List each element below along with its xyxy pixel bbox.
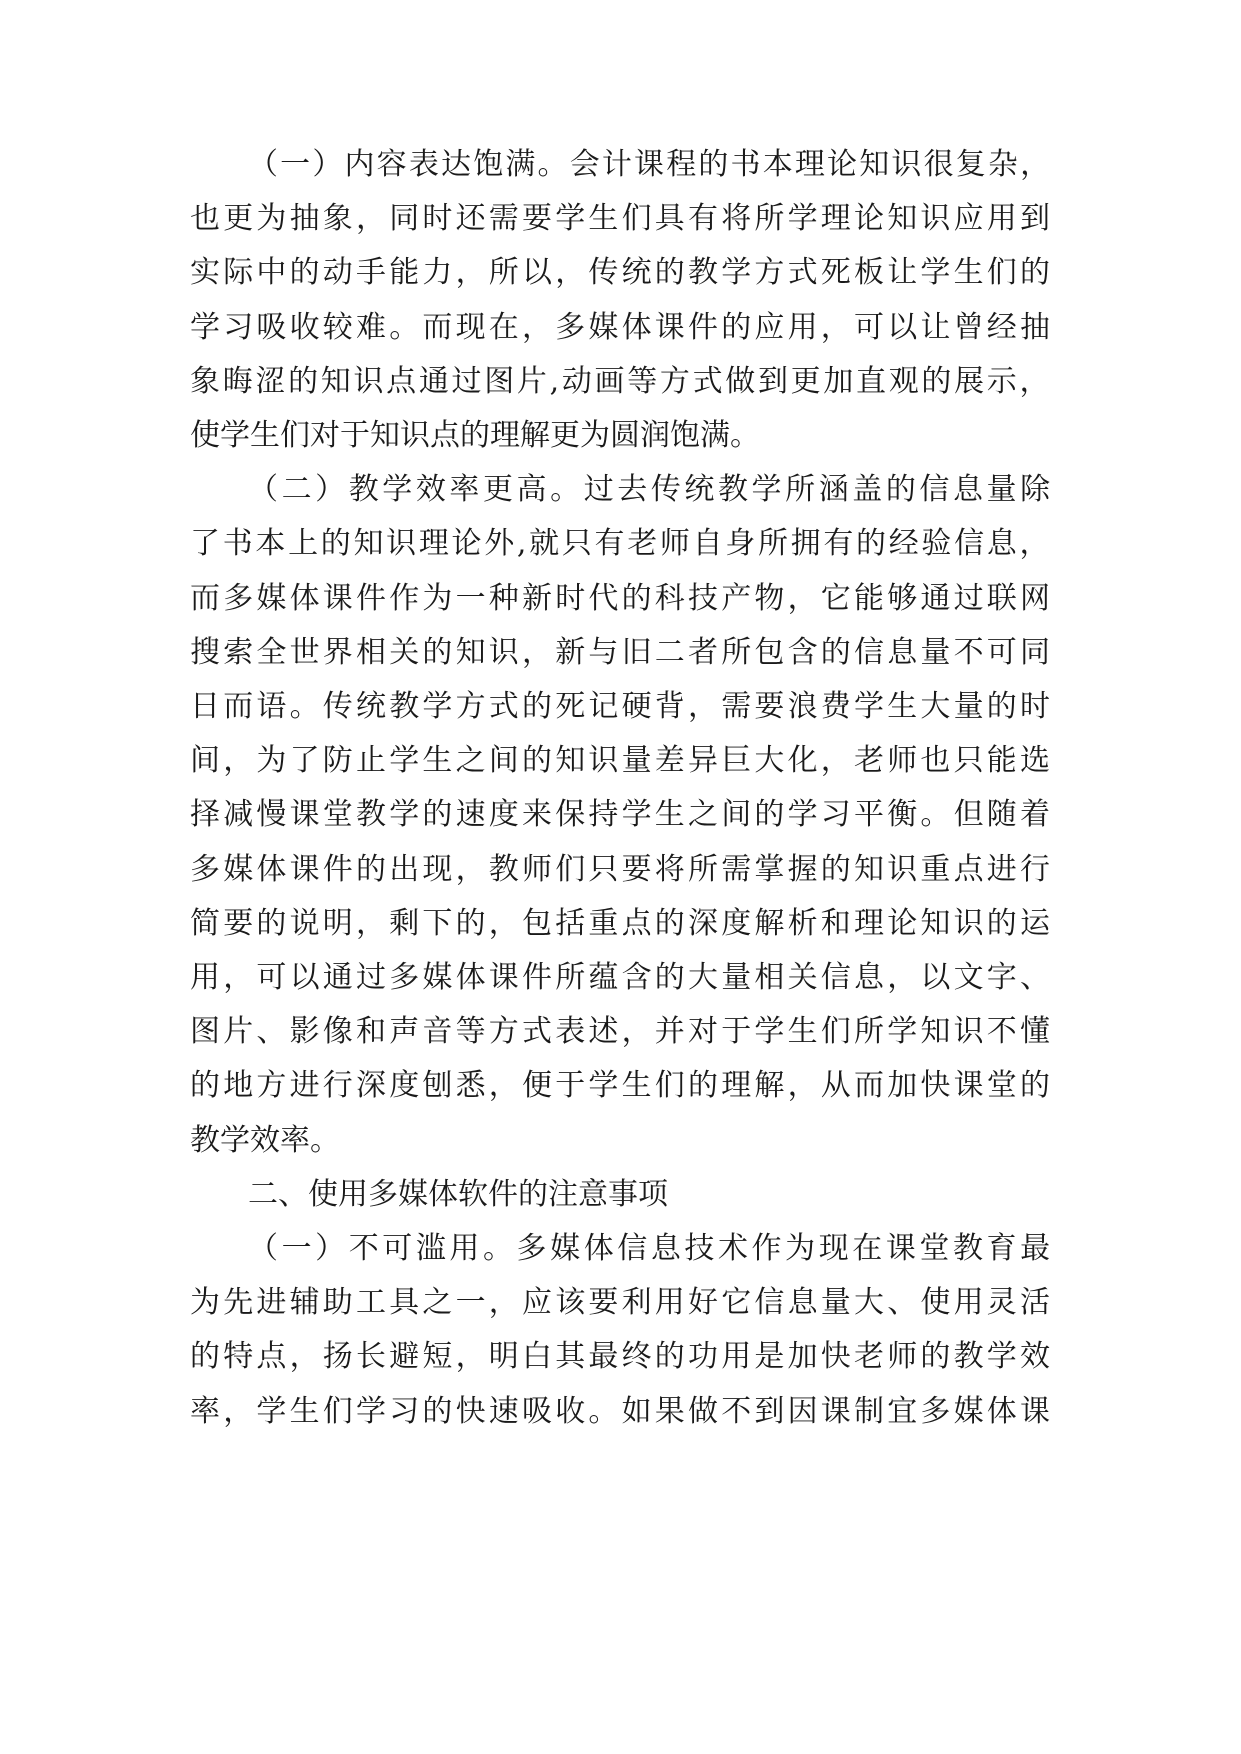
text-line: 象晦涩的知识点通过图片,动画等方式做到更加直观的展示，	[190, 363, 1053, 399]
text-line: （一）不可滥用。多媒体信息技术作为现在课堂教育最	[248, 1231, 1054, 1266]
text-line: 日而语。传统教学方式的死记硬背，需要浪费学生大量的时	[190, 689, 1054, 724]
text-line: 的地方进行深度刨悉，便于学生们的理解，从而加快课堂的	[190, 1068, 1054, 1104]
text-line: 使学生们对于知识点的理解更为圆润饱满。	[190, 418, 760, 453]
text-line: （二）教学效率更高。过去传统教学所涵盖的信息量除	[248, 472, 1054, 508]
text-line: 二、使用多媒体软件的注意事项	[248, 1176, 668, 1212]
text-line: 也更为抽象，同时还需要学生们具有将所学理论知识应用到	[190, 201, 1054, 237]
text-line: 为先进辅助工具之一，应该要利用好它信息量大、使用灵活	[190, 1285, 1054, 1321]
text-line: 图片、影像和声音等方式表述，并对于学生们所学知识不懂	[190, 1014, 1054, 1050]
text-line: 而多媒体课件作为一种新时代的科技产物，它能够通过联网	[190, 580, 1054, 616]
text-line: 实际中的动手能力，所以，传统的教学方式死板让学生们的	[190, 255, 1054, 291]
text-line: （一）内容表达饱满。会计课程的书本理论知识很复杂，	[248, 147, 1053, 182]
text-line: 简要的说明，剩下的，包括重点的深度解析和理论知识的运	[190, 905, 1054, 941]
text-line: 搜索全世界相关的知识，新与旧二者所包含的信息量不可同	[190, 634, 1054, 670]
text-line: 用，可以通过多媒体课件所蕴含的大量相关信息，以文字、	[190, 960, 1054, 995]
text-line: 多媒体课件的出现，教师们只要将所需掌握的知识重点进行	[190, 851, 1054, 887]
text-line: 率，学生们学习的快速吸收。如果做不到因课制宜多媒体课	[190, 1393, 1054, 1429]
text-line: 学习吸收较难。而现在，多媒体课件的应用，可以让曾经抽	[190, 309, 1054, 345]
text-line: 间，为了防止学生之间的知识量差异巨大化，老师也只能选	[190, 743, 1054, 779]
text-line: 的特点，扬长避短，明白其最终的功用是加快老师的教学效	[190, 1339, 1054, 1375]
text-line: 了书本上的知识理论外,就只有老师自身所拥有的经验信息，	[190, 526, 1053, 562]
text-line: 教学效率。	[190, 1122, 340, 1158]
text-line: 择减慢课堂教学的速度来保持学生之间的学习平衡。但随着	[190, 797, 1054, 833]
